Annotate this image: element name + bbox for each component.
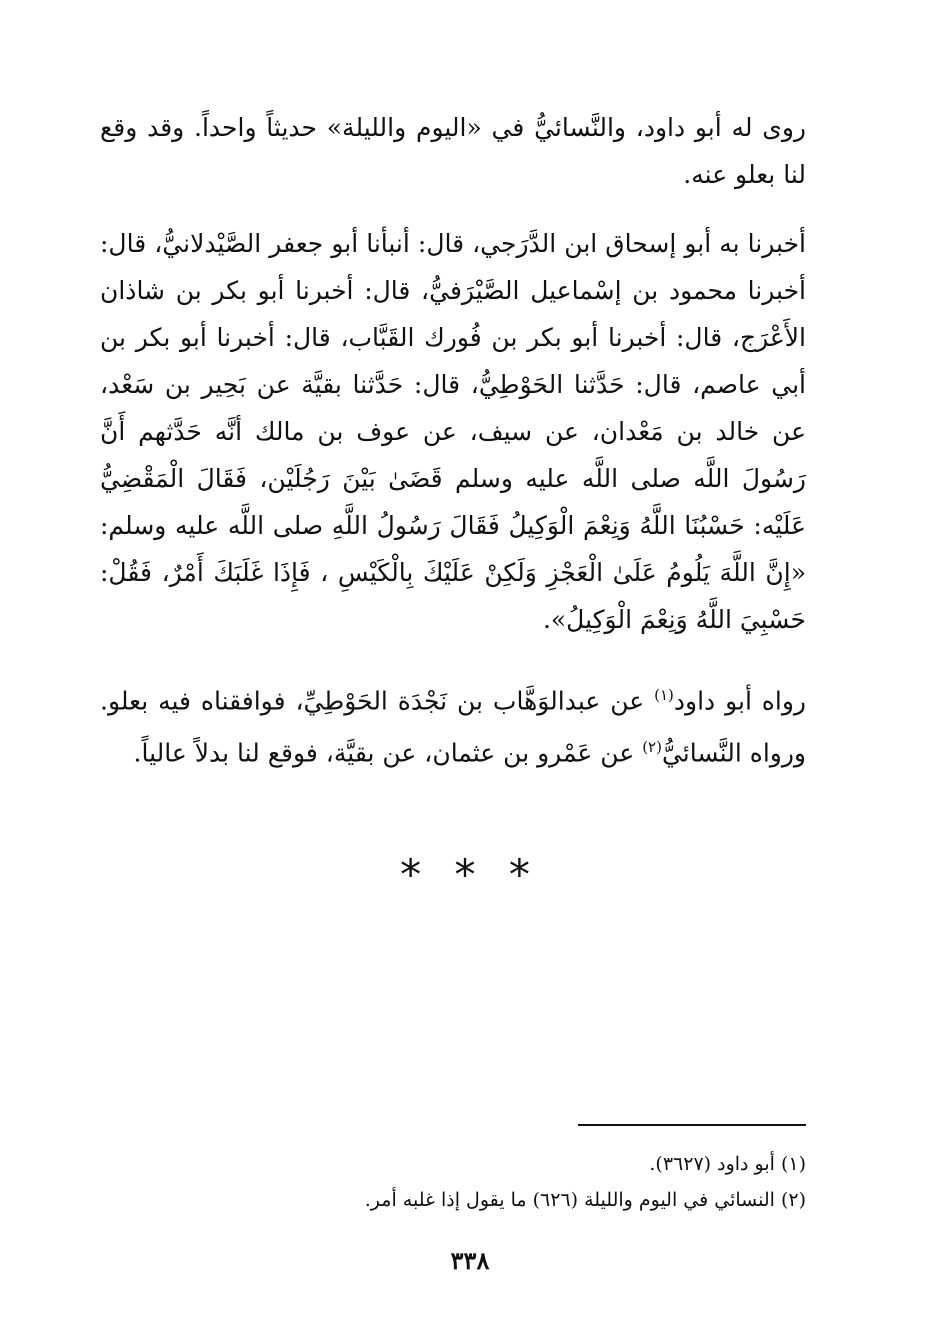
footnote-2: (٢) النسائي في اليوم والليلة (٦٢٦) ما يقول إذا غلبه أمر. [364,1189,806,1211]
section-separator: * * * [400,850,540,899]
footnote-ref-2: (٢) [642,738,662,757]
footnote-1: (١) أبو داود (٣٦٢٧). [649,1153,806,1175]
paragraph-takhrij [100,672,806,777]
footnotes [300,1146,806,1218]
footnote-ref-1: (١) [654,686,674,704]
takhrij-text-part-2: عن عبدالوَهَّاب بن نَجْدَة الحَوْطِيِّ، فوافقناه فيه بعلو. ورواه النَّسائيُّ [100,686,806,768]
page-number: ٣٣٨ [450,1246,490,1275]
footnote-divider [578,1124,806,1126]
paragraph-hadith-chain: أخبرنا به أبو إسحاق ابن الدَّرَجي، قال: أنبأنا أبو جعفر الصَّيْدلانيُّ، قال: أخبرنا محمود بن إسْماعيل الصَّيْرَفيُّ، قال: أخبرنا أبو بكر بن شاذان الأَعْرَج، قال: أخبرنا أبو بكر بن فُورك القَبَّاب، قال: أخبرنا أبو بكر بن أبي عاصم، قال: حَدَّثنا الحَوْطِيُّ، قال: حَدَّثنا بقيَّة عن بَحِير بن سَعْد، عن خالد بن مَعْدان، عن سيف، عن عوف بن مالك أنَّه حَدَّثهم أَنَّ رَسُولَ اللَّه صلى اللَّه عليه وسلم قَضَىٰ بَيْنَ رَجُلَيْن، فَقَالَ الْمَقْضِيُّ عَلَيْه: حَسْبُنَا اللَّهُ وَنِعْمَ الْوَكِيلُ فَقَالَ رَسُولُ اللَّهِ صلى اللَّه عليه وسلم: «إِنَّ اللَّهَ يَلُومُ عَلَىٰ الْعَجْزِ وَلَكِنْ عَلَيْكَ بِالْكَيْسِ ، فَإِذَا غَلَبَكَ أَمْرٌ، فَقُلْ: حَسْبِيَ اللَّهُ وَنِعْمَ الْوَكِيلُ». [100,229,806,634]
takhrij-text-part-1: رواه أبو داود [673,686,806,716]
takhrij-text-part-3: عن عَمْرو بن عثمان، عن بقيَّة، فوقع لنا بدلاً عالياً. [133,738,643,768]
paragraph-narrators-note: روى له أبو داود، والنَّسائيُّ في «اليوم والليلة» حديثاً واحداً. وقد وقع لنا بعلو عنه. [100,113,806,189]
